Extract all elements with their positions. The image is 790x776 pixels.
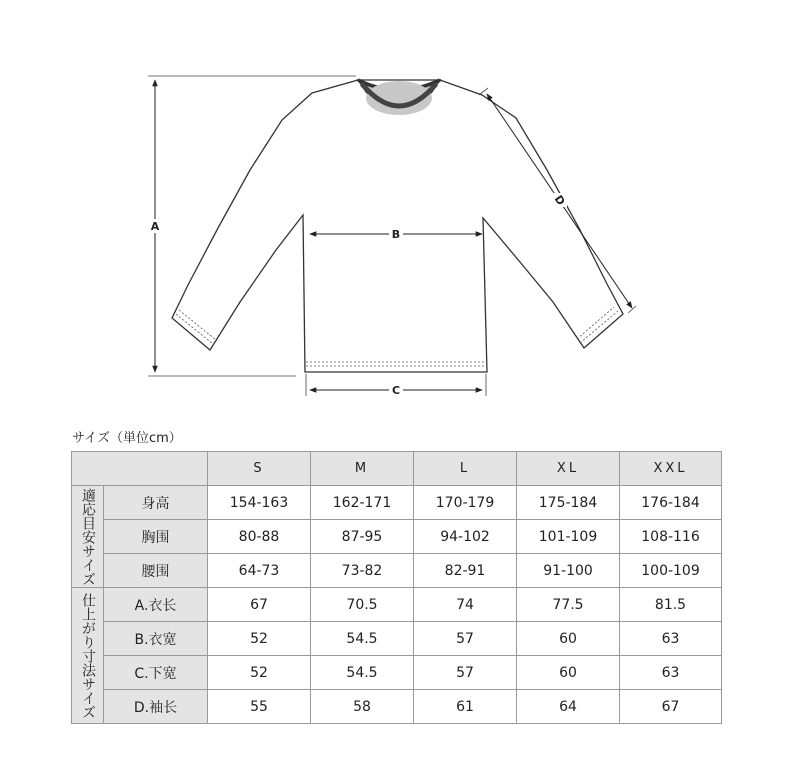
group-label-body-fit: 適応目安サイズ bbox=[72, 486, 104, 588]
table-cell: 87-95 bbox=[311, 520, 414, 554]
table-cell: 73-82 bbox=[311, 554, 414, 588]
table-row bbox=[72, 486, 722, 520]
row-label: 身高 bbox=[104, 486, 208, 520]
svg-text:A: A bbox=[150, 220, 160, 233]
size-header: M bbox=[311, 452, 414, 486]
table-cell: 77.5 bbox=[517, 588, 620, 622]
size-header: XL bbox=[517, 452, 620, 486]
table-cell: 170-179 bbox=[414, 486, 517, 520]
group-label-finished-dimensions: 仕上がり寸法サイズ bbox=[72, 588, 104, 724]
size-chart-table bbox=[71, 451, 722, 724]
dimension-c bbox=[306, 374, 486, 397]
table-cell: 108-116 bbox=[620, 520, 722, 554]
table-row bbox=[72, 656, 722, 690]
table-cell: 74 bbox=[414, 588, 517, 622]
table-row bbox=[72, 588, 722, 622]
table-cell: 80-88 bbox=[208, 520, 311, 554]
table-cell: 55 bbox=[208, 690, 311, 724]
table-row bbox=[72, 622, 722, 656]
svg-text:B: B bbox=[391, 228, 401, 241]
table-cell: 94-102 bbox=[414, 520, 517, 554]
row-label: D.袖长 bbox=[104, 690, 208, 724]
svg-text:D: D bbox=[551, 192, 568, 208]
table-row bbox=[72, 690, 722, 724]
table-cell: 61 bbox=[414, 690, 517, 724]
table-cell: 52 bbox=[208, 622, 311, 656]
table-cell: 154-163 bbox=[208, 486, 311, 520]
table-cell: 91-100 bbox=[517, 554, 620, 588]
table-cell: 100-109 bbox=[620, 554, 722, 588]
table-cell: 101-109 bbox=[517, 520, 620, 554]
table-row bbox=[72, 520, 722, 554]
row-label: 腰围 bbox=[104, 554, 208, 588]
table-cell: 82-91 bbox=[414, 554, 517, 588]
size-header: S bbox=[208, 452, 311, 486]
table-cell: 176-184 bbox=[620, 486, 722, 520]
table-cell: 58 bbox=[311, 690, 414, 724]
size-table-caption: サイズ（単位cm） bbox=[72, 431, 182, 446]
table-cell: 175-184 bbox=[517, 486, 620, 520]
table-cell: 60 bbox=[517, 622, 620, 656]
table-cell: 64 bbox=[517, 690, 620, 724]
size-header: L bbox=[414, 452, 517, 486]
table-cell: 57 bbox=[414, 656, 517, 690]
table-cell: 52 bbox=[208, 656, 311, 690]
table-cell: 67 bbox=[208, 588, 311, 622]
size-header: XXL bbox=[620, 452, 722, 486]
row-label: 胸围 bbox=[104, 520, 208, 554]
size-header-row bbox=[72, 452, 722, 486]
table-cell: 63 bbox=[620, 622, 722, 656]
table-cell: 81.5 bbox=[620, 588, 722, 622]
table-cell: 54.5 bbox=[311, 622, 414, 656]
table-cell: 57 bbox=[414, 622, 517, 656]
row-label: A.衣长 bbox=[104, 588, 208, 622]
table-row bbox=[72, 554, 722, 588]
row-label: C.下宽 bbox=[104, 656, 208, 690]
longsleeve-tshirt-outline bbox=[172, 80, 623, 372]
svg-text:C: C bbox=[391, 384, 401, 397]
table-cell: 54.5 bbox=[311, 656, 414, 690]
table-cell: 70.5 bbox=[311, 588, 414, 622]
row-label: B.衣宽 bbox=[104, 622, 208, 656]
table-cell: 63 bbox=[620, 656, 722, 690]
table-cell: 60 bbox=[517, 656, 620, 690]
header-corner bbox=[72, 452, 208, 486]
table-cell: 162-171 bbox=[311, 486, 414, 520]
table-cell: 64-73 bbox=[208, 554, 311, 588]
table-cell: 67 bbox=[620, 690, 722, 724]
